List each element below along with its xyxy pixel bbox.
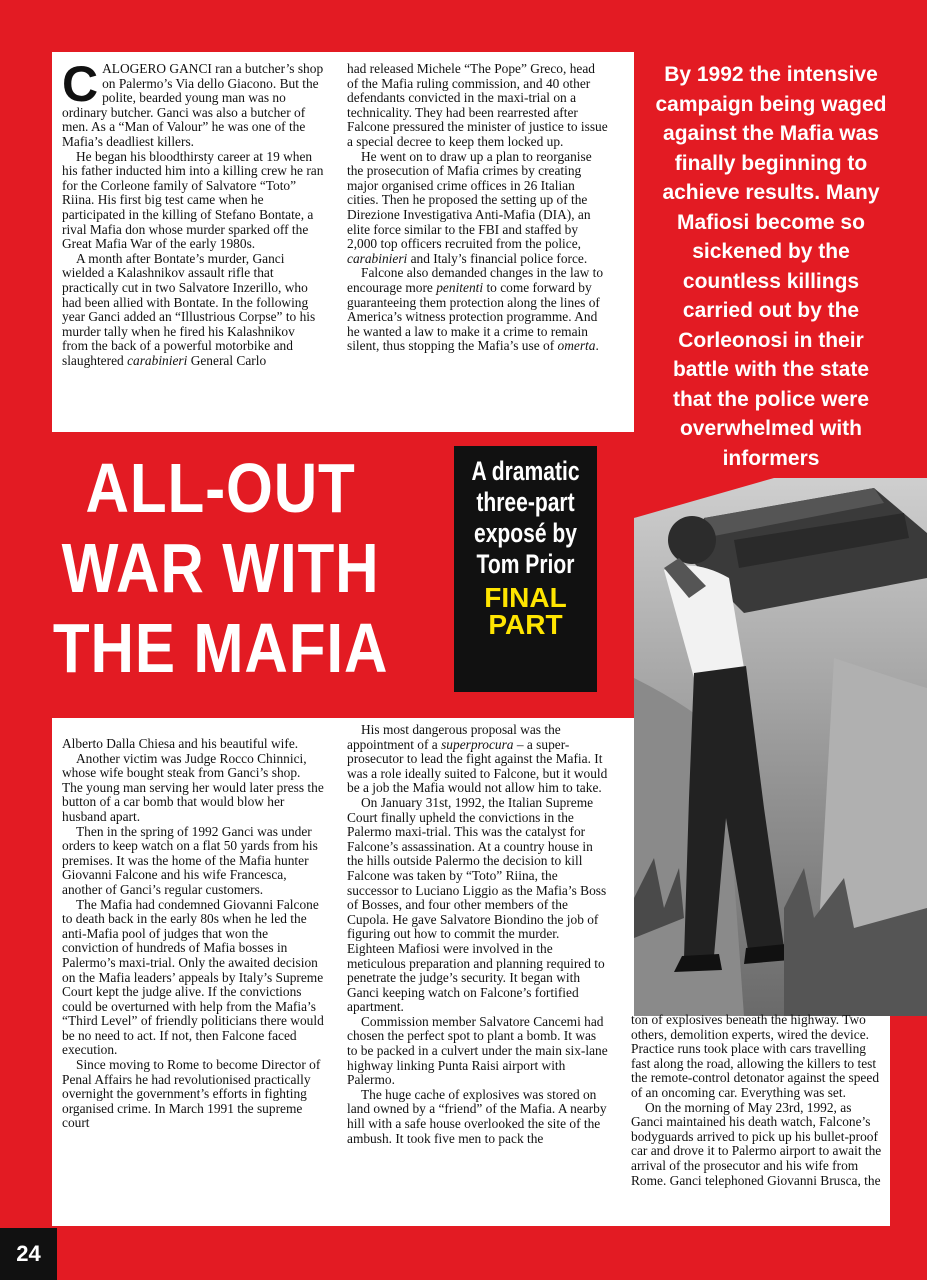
paragraph — [62, 56, 324, 150]
headline-line: ALL-OUT — [85, 449, 356, 527]
byline-box — [454, 446, 597, 692]
paragraph-text: ALOGERO GANCI ran a butcher’s shop on Palermo’s Via dello Giacono. But the polite, bearded young man was no ordinary butcher. Ganci was also a butcher of men. As a “Man of Valour” he was one of the Mafia’s deadliest killers. — [62, 61, 324, 149]
paragraph: The huge cache of explosives was stored on land owned by a “friend” of the Mafia. A nearby hill with a safe house overlooked the site of the ambush. It took five men to pack the — [347, 1086, 607, 1146]
article-column-top-2 — [347, 62, 609, 354]
paragraph: The Mafia had condemned Giovanni Falcone to death back in the early 80s when he led the anti-Mafia pool of judges that won the conviction of hundreds of Mafia bosses in Palermo’s maxi-trial. Only the awaited decision on the Mafia leaders’ appeals by Italy’s Supreme Court kept the judge alive. If the convictions could be overturned with help from the Mafia’s “Third Level” of friendly politicians there would be no need to act. If not, then Falcone faced execution. — [62, 896, 324, 1058]
headline-line: THE MAFIA — [52, 609, 389, 687]
headline-line: WAR WITH — [61, 529, 380, 607]
headline — [40, 448, 401, 688]
paragraph: Since moving to Rome to become Director of Penal Affairs he had revolutionised practically overnight the government’s efforts in fighting organised crime. In March 1991 the supreme court — [62, 1057, 321, 1131]
paragraph: Falcone also demanded changes in the law to encourage more penitenti to come forward by guaranteeing them protection along the lines of America’s witness protection programme. And he wanted a law to make it a crime to remain silent, thus stopping the Mafia’s use of omerta. — [347, 265, 604, 354]
final-part-line: FINAL — [484, 582, 567, 613]
pull-quote: By 1992 the intensive campaign being waged against the Mafia was finally beginning to achieve results. Many Mafiosi become so sickened by the countless killings carried out by the Corleonosi in their battle with the state that the police were overwhelmed with informers — [655, 63, 887, 470]
paragraph: Commission member Salvatore Cancemi had chosen the perfect spot to plant a bomb. It was to be packed in a culvert under the main six-lane highway linking Punta Raisi airport with Palermo. — [347, 1013, 608, 1088]
drop-cap: C — [62, 56, 99, 112]
final-part-label — [454, 584, 597, 638]
photograph-man-carrying-coffin-icon — [634, 478, 927, 1016]
paragraph: He went on to draw up a plan to reorganise the prosecution of Mafia crimes by creating major organised crime offices in 26 Italian cities. Then he proposed the setting up of the Direzione Investigativa Anti-Mafia (DIA), an elite force similar to the FBI and staffed by 2,000 top officers recruited from the police, carabinieri and Italy’s financial police force. — [347, 148, 592, 266]
photograph-image — [634, 478, 927, 1016]
paragraph: Another victim was Judge Rocco Chinnici, whose wife bought steak from Ganci’s shop. The young man serving her would later press the button of a car bomb that would blow her husband apart. — [62, 750, 324, 824]
paragraph: He began his bloodthirsty career at 19 when his father inducted him into a killing crew he ran for the Corleone family of Salvatore “Toto” Riina. His first big test came when he participated in the killing of Stefano Bontate, a rival Mafia don whose murder sparked off the Great Mafia War of the early 1980s. — [62, 148, 324, 252]
paragraph: Alberto Dalla Chiesa and his beautiful wife. — [62, 736, 299, 751]
article-column-top-1 — [62, 56, 324, 368]
article-column-bottom-3 — [631, 1013, 883, 1188]
paragraph: ton of explosives beneath the highway. Two others, demolition experts, wired the device. Practice runs took place with cars travelling fast along the road, allowing the killers to test the remote-control detonator against the speed of an oncoming car. Everything was set. — [631, 1012, 880, 1100]
final-part-line: PART — [488, 609, 563, 640]
page-number: 24 — [0, 1228, 57, 1280]
byline-text: A dramatic three-part exposé by Tom Prior — [471, 456, 580, 579]
paragraph: On January 31st, 1992, the Italian Supreme Court finally upheld the convictions in the Palermo maxi-trial. This was the catalyst for Falcone’s assassination. At a country house in the hills outside Palermo the decision to kill Falcone was taken by “Toto” Riina, the successor to Luciano Liggio as the Mafia’s Boss of Bosses, and four other members of the Cupola. He gave Salvatore Biondino the job of figuring out how to commit the murder. Eighteen Mafiosi were involved in the meticulous preparation and planning required to penetrate the judge’s security. It began with Ganci keeping watch on Falcone’s fortified apartment. — [347, 794, 607, 1015]
paragraph: His most dangerous proposal was the appointment of a superprocura – a super-prosecutor to lead the fight against the Mafia. It was a role ideally suited to Falcone, but it would be a job the Mafia would not allow him to take. — [347, 722, 608, 796]
article-column-bottom-1 — [62, 737, 324, 1131]
paragraph: On the morning of May 23rd, 1992, as Ganci maintained his death watch, Falcone’s bodyguards arrived to pick up his bullet-proof car and drove it to Palermo airport to await the arrival of the prosecutor and his wife from Rome. Ganci telephoned Giovanni Brusca, the — [631, 1099, 882, 1188]
paragraph: had released Michele “The Pope” Greco, head of the Mafia ruling commission, and 40 other defendants convicted in the maxi-trial on a technicality. They had been rearrested after Falcone pressured the minister of justice to issue a special decree to keep them locked up. — [347, 61, 608, 149]
article-column-bottom-2 — [347, 723, 609, 1146]
paragraph: A month after Bontate’s murder, Ganci wielded a Kalashnikov assault rifle that practically cut in two Salvatore Inzerillo, who had been allied with Bontate. In the following year Ganci added an “Illustrious Corpse” to his murder tally when he fired his Kalashnikov from the back of a powerful motorbike and slaughtered carabinieri General Carlo — [62, 250, 316, 368]
paragraph: Then in the spring of 1992 Ganci was under orders to keep watch on a flat 50 yards from his premises. It was the home of the Mafia hunter Giovanni Falcone and his wife Francesca, another of Ganci’s regular customers. — [62, 823, 318, 897]
